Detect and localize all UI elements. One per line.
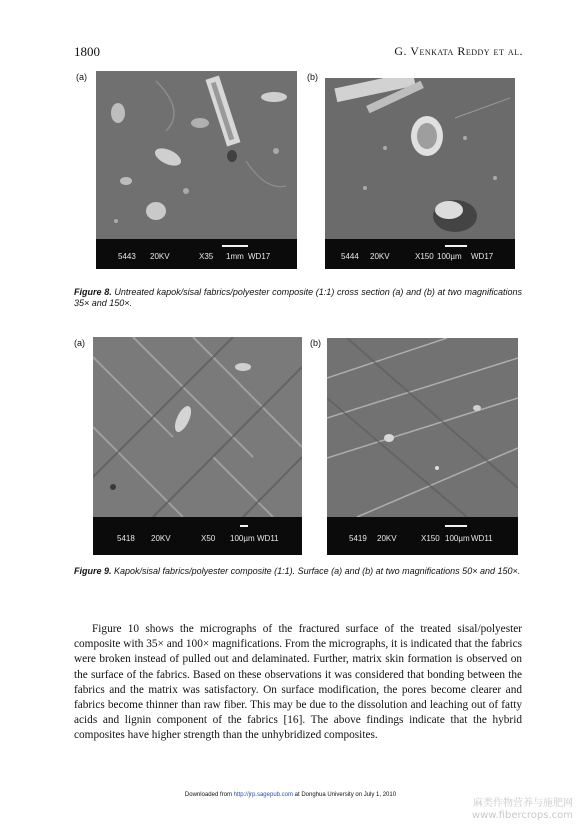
fig9a-kv: 20KV: [151, 534, 171, 543]
footer-prefix: Downloaded from: [184, 792, 234, 798]
watermark-line1: 麻类作物营养与施肥网: [473, 798, 573, 809]
fig9-caption-label: Figure 9.: [74, 566, 112, 576]
fig8b-mag: X150: [415, 252, 434, 261]
page-number: 1800: [74, 44, 100, 59]
fig9a-scale: 100µm: [230, 534, 255, 543]
fig8a-scale-bar-line: [222, 245, 248, 247]
fig8-label-b: (b): [307, 72, 318, 82]
fig8-caption: [74, 287, 522, 309]
fig8-caption-text: Untreated kapok/sisal fabrics/polyester composite (1:1) cross section (a) and (b) at two magnifications 35× and 150×.: [74, 287, 522, 308]
fig9b-kv: 20KV: [377, 534, 397, 543]
body-text: [74, 622, 522, 744]
fig9a-micrograph: [93, 337, 302, 555]
fig9b-wd: WD11: [471, 534, 493, 543]
fig8a-mag: X35: [199, 252, 214, 261]
fig9-caption-text: Kapok/sisal fabrics/polyester composite (1:1). Surface (a) and (b) at two magnifications 50× and 150×.: [114, 566, 521, 576]
fig8a-id: 5443: [118, 252, 136, 261]
fig9a-scalebar: [93, 517, 302, 555]
fig9-label-a: (a): [74, 338, 85, 348]
fig8b-id: 5444: [341, 252, 359, 261]
fig8b-wd: WD17: [471, 252, 494, 261]
fig9b-scale-bar-line: [445, 525, 467, 527]
body-paragraph: Figure 10 shows the micrographs of the fractured surface of the treated sisal/polyester composite with 35× and 100× magnifications. From the micrographs, it is indicated that the fabrics were broken instead of pulled out and delaminated. Further, matrix skin formation is observed on the surface of the fabrics. Based on these observations it was considered that bonding between the fabrics and the matrix was satisfactory. On surface modification, the pores become clearer and fabrics become thinner than raw fiber. This may be due to the dissolution and leaching out of fatty acids and lignin component of the fabrics [16]. The above findings indicate that the hybrid composites have higher strength than the unhybridized composites.: [74, 623, 522, 742]
fig9b-id: 5419: [349, 534, 367, 543]
fig9a-image: [93, 337, 302, 517]
fig9b-mag: X150: [421, 534, 440, 543]
fig8b-scale: 100µm: [437, 252, 462, 261]
fig8a-scale: 1mm: [226, 252, 244, 261]
fig8b-kv: 20KV: [370, 252, 390, 261]
watermark: [472, 798, 573, 822]
fig8b-image: [325, 78, 515, 239]
fig9-label-b: (b): [310, 338, 321, 348]
fig8-label-a: (a): [76, 72, 87, 82]
fig9b-micrograph: [327, 338, 518, 555]
footer-link[interactable]: http://jrp.sagepub.com: [233, 792, 293, 798]
fig9b-image: [327, 338, 518, 517]
fig8a-scalebar: [96, 239, 297, 269]
fig9a-wd: WD11: [257, 534, 279, 543]
fig8b-scalebar: [325, 239, 515, 269]
fig9a-id: 5418: [117, 534, 135, 543]
footer-suffix: at Donghua University on July 1, 2010: [293, 792, 397, 798]
fig8-caption-label: Figure 8.: [74, 287, 112, 297]
fig9a-mag: X50: [201, 534, 216, 543]
fig9b-scalebar: [327, 517, 518, 555]
fig8b-scale-bar-line: [445, 245, 467, 247]
fig8b-micrograph: [325, 78, 515, 269]
fig8a-kv: 20KV: [150, 252, 170, 261]
fig9-caption: [74, 566, 522, 577]
watermark-line2: www.fibercrops.com: [471, 810, 573, 821]
fig8a-micrograph: [96, 71, 297, 269]
fig8a-wd: WD17: [248, 252, 271, 261]
running-head: G. Venkata Reddy et al.: [394, 44, 523, 58]
fig9a-scale-bar-line: [240, 525, 248, 527]
fig8a-image: [96, 71, 297, 239]
fig9b-scale: 100µm: [445, 534, 470, 543]
